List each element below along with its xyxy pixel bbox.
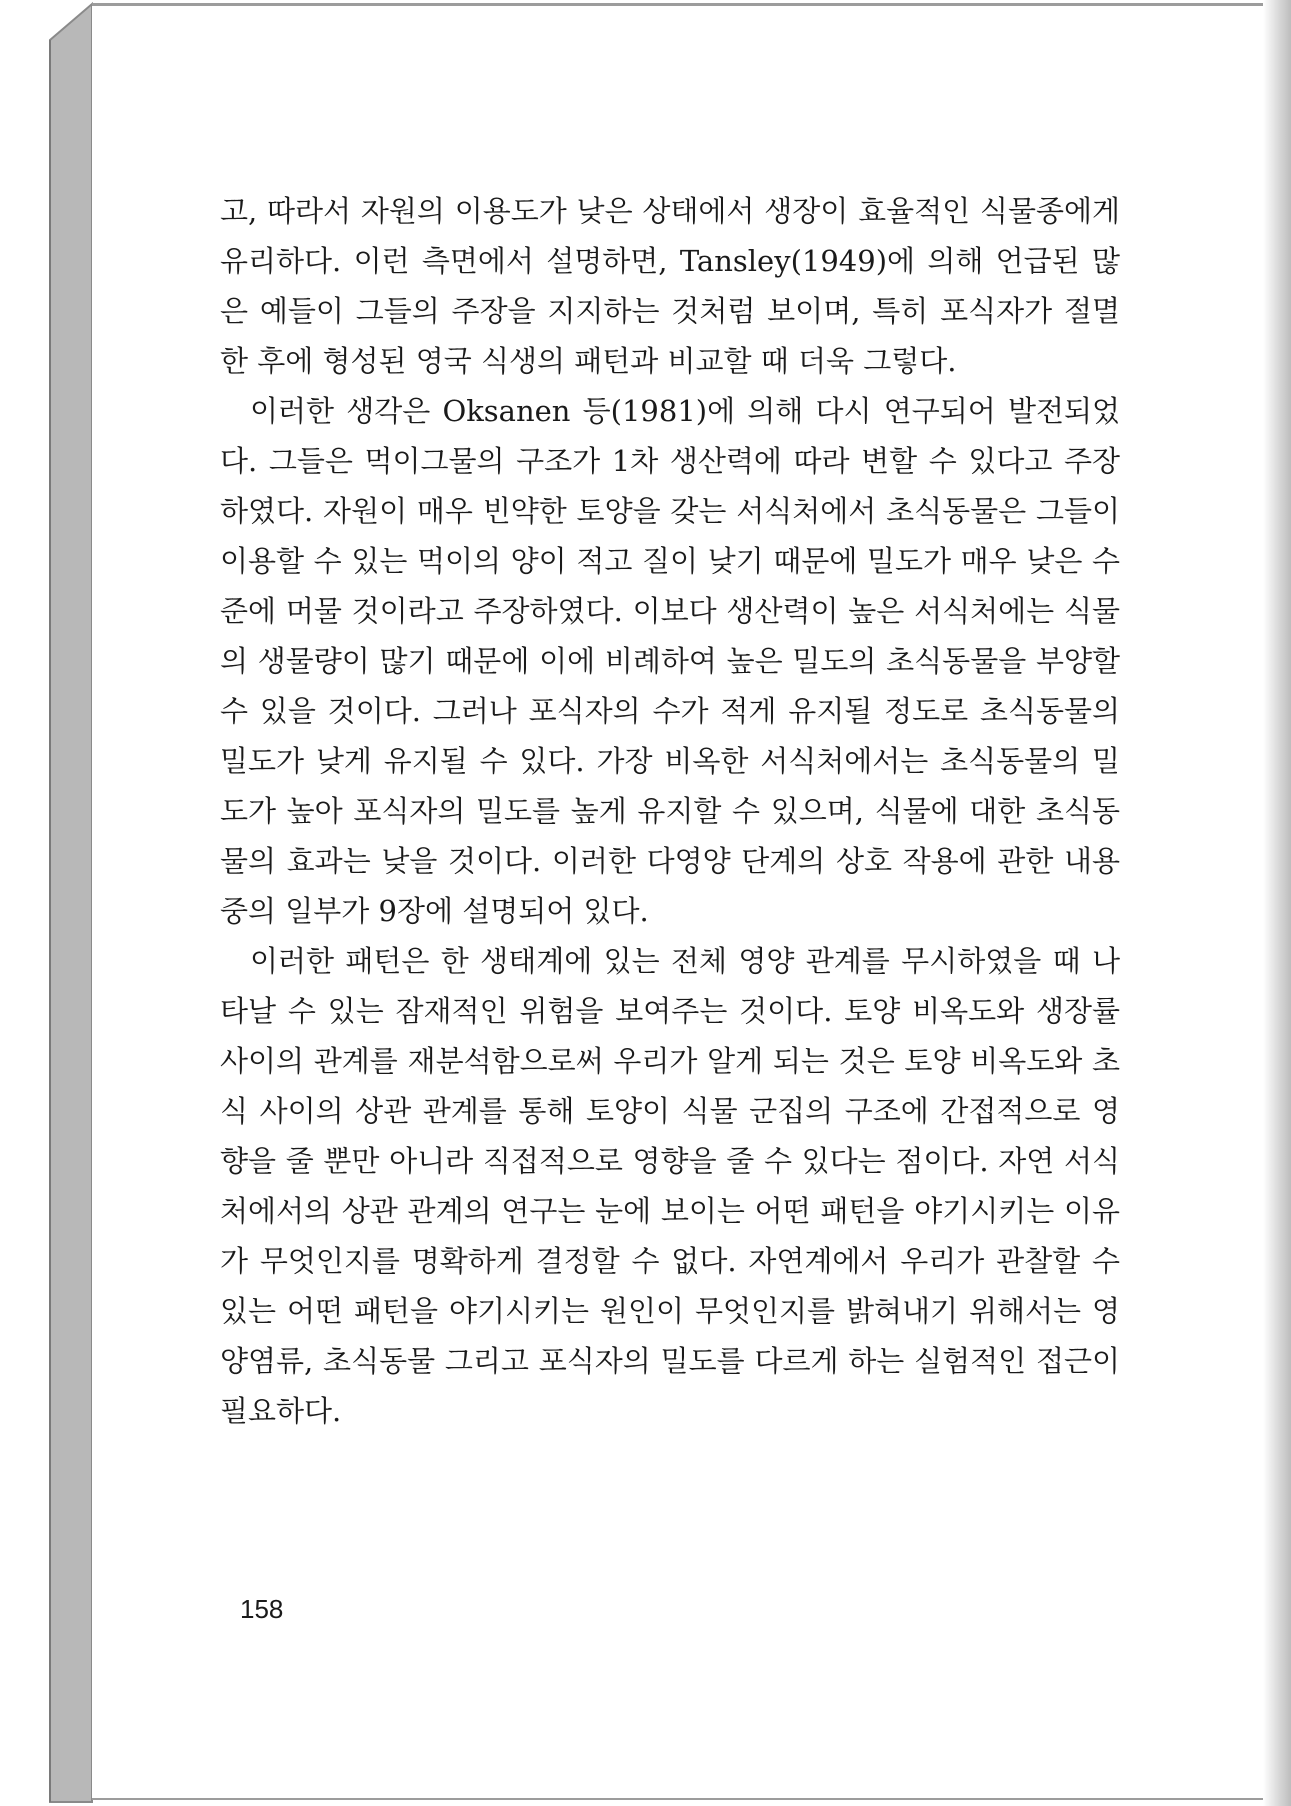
page-right-shadow — [1263, 0, 1291, 1806]
paragraph-2: 이러한 생각은 Oksanen 등(1981)에 의해 다시 연구되어 발전되었다. 그들은 먹이그물의 구조가 1차 생산력에 따라 변할 수 있다고 주장하였다. 자원이 매우 빈약한 토양을 갖는 서식처에서 초식동물은 그들이 이용할 수 있는 먹이의 양이 적고 질이 낮기 때문에 밀도가 매우 낮은 수준에 머물 것이라고 주장하였다. 이보다 생산력이 높은 서식처에는 식물의 생물량이 많기 때문에 이에 비례하여 높은 밀도의 초식동물을 부양할 수 있을 것이다. 그러나 포식자의 수가 적게 유지될 정도로 초식동물의 밀도가 낮게 유지될 수 있다. 가장 비옥한 서식처에서는 초식동물의 밀도가 높아 포식자의 밀도를 높게 유지할 수 있으며, 식물에 대한 초식동물의 효과는 낮을 것이다. 이러한 다영양 단계의 상호 작용에 관한 내용 중의 일부가 9장에 설명되어 있다. — [220, 394, 1120, 928]
page-number: 158 — [240, 1594, 284, 1624]
paragraph-1: 고, 따라서 자원의 이용도가 낮은 상태에서 생장이 효율적인 식물종에게 유리하다. 이런 측면에서 설명하면, Tansley(1949)에 의해 언급된 많은 예들이 그들의 주장을 지지하는 것처럼 보이며, 특히 포식자가 절멸한 후에 형성된 영국 식생의 패턴과 비교할 때 더욱 그렇다. — [220, 194, 1120, 378]
body-text — [220, 186, 1120, 1436]
paragraph-3: 이러한 패턴은 한 생태계에 있는 전체 영양 관계를 무시하였을 때 나타날 수 있는 잠재적인 위험을 보여주는 것이다. 토양 비옥도와 생장률 사이의 관계를 재분석함으로써 우리가 알게 되는 것은 토양 비옥도와 초식 사이의 상관 관계를 통해 토양이 식물 군집의 구조에 간접적으로 영향을 줄 뿐만 아니라 직접적으로 영향을 줄 수 있다는 점이다. 자연 서식처에서의 상관 관계의 연구는 눈에 보이는 어떤 패턴을 야기시키는 이유가 무엇인지를 명확하게 결정할 수 없다. 자연계에서 우리가 관찰할 수 있는 어떤 패턴을 야기시키는 원인이 무엇인지를 밝혀내기 위해서는 영양염류, 초식동물 그리고 포식자의 밀도를 다르게 하는 실험적인 접근이 필요하다. — [220, 944, 1120, 1428]
